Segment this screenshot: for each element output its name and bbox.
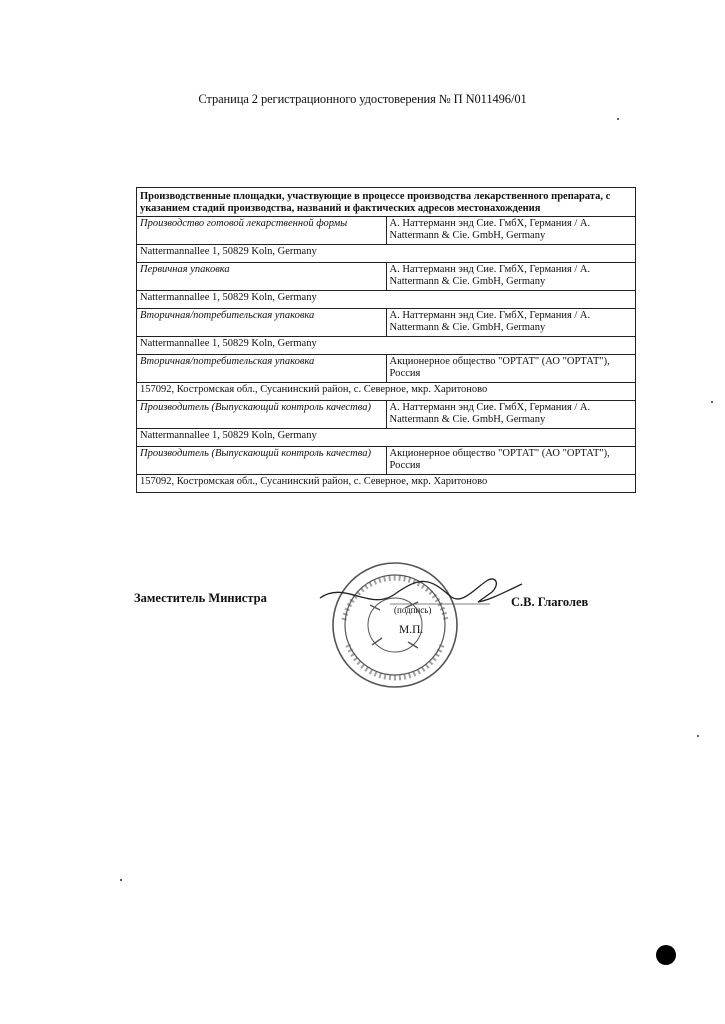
organization-cell: А. Наттерманн энд Сие. ГмбХ, Германия / A. Nattermann & Cie. GmbH, Germany <box>386 401 636 429</box>
address-cell: 157092, Костромская обл., Сусанинский район, с. Северное, мкр. Харитоново <box>137 475 636 493</box>
scan-speck <box>697 735 699 737</box>
stage-cell: Производитель (Выпускающий контроль качества) <box>137 401 387 429</box>
signature-caption: (подпись) <box>394 605 432 615</box>
address-row <box>137 475 636 493</box>
table-row <box>137 309 636 337</box>
address-cell: Nattermannallee 1, 50829 Koln, Germany <box>137 245 636 263</box>
address-row <box>137 383 636 401</box>
table-row <box>137 217 636 245</box>
address-cell: Nattermannallee 1, 50829 Koln, Germany <box>137 291 636 309</box>
signer-name: С.В. Глаголев <box>511 595 589 609</box>
organization-cell: Акционерное общество "ОРТАТ" (АО "ОРТАТ"), Россия <box>386 355 636 383</box>
address-row <box>137 337 636 355</box>
official-seal-icon <box>333 563 457 687</box>
stage-cell: Производитель (Выпускающий контроль качества) <box>137 447 387 475</box>
stage-cell: Вторичная/потребительская упаковка <box>137 355 387 383</box>
scan-speck <box>711 401 713 403</box>
address-row <box>137 291 636 309</box>
address-row <box>137 429 636 447</box>
address-cell: Nattermannallee 1, 50829 Koln, Germany <box>137 429 636 447</box>
organization-cell: А. Наттерманн энд Сие. ГмбХ, Германия / A. Nattermann & Cie. GmbH, Germany <box>386 309 636 337</box>
table-header-row <box>137 188 636 217</box>
organization-cell: А. Наттерманн энд Сие. ГмбХ, Германия / A. Nattermann & Cie. GmbH, Germany <box>386 263 636 291</box>
production-sites-table <box>136 187 636 493</box>
address-cell: 157092, Костромская обл., Сусанинский район, с. Северное, мкр. Харитоново <box>137 383 636 401</box>
table-row <box>137 263 636 291</box>
organization-cell: Акционерное общество "ОРТАТ" (АО "ОРТАТ"), Россия <box>386 447 636 475</box>
address-cell: Nattermannallee 1, 50829 Koln, Germany <box>137 337 636 355</box>
table-heading: Производственные площадки, участвующие в процессе производства лекарственного препарата, с указанием стадий производства, названий и фактических адресов местонахождения <box>137 188 636 217</box>
stage-cell: Производство готовой лекарственной формы <box>137 217 387 245</box>
stage-cell: Первичная упаковка <box>137 263 387 291</box>
scan-dot-mark <box>656 945 676 965</box>
table-row <box>137 355 636 383</box>
scan-speck <box>120 879 122 881</box>
deputy-minister-title: Заместитель Министра <box>134 591 267 605</box>
organization-cell: А. Наттерманн энд Сие. ГмбХ, Германия / A. Nattermann & Cie. GmbH, Germany <box>386 217 636 245</box>
stage-cell: Вторичная/потребительская упаковка <box>137 309 387 337</box>
table-row <box>137 401 636 429</box>
scan-speck <box>617 118 619 120</box>
seal-place-label: М.П. <box>399 624 424 636</box>
page-title: Страница 2 регистрационного удостоверения № П N011496/01 <box>198 92 527 106</box>
address-row <box>137 245 636 263</box>
table-row <box>137 447 636 475</box>
